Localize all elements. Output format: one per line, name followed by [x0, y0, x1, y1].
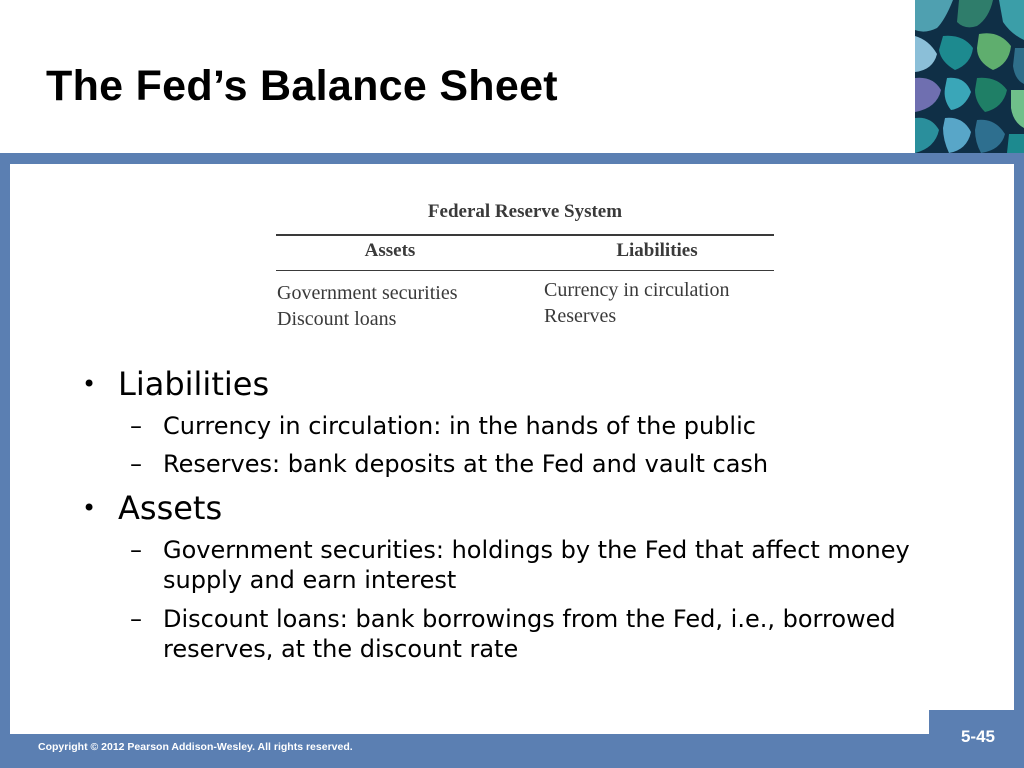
sub-bullet-marker: –	[130, 412, 142, 440]
sub-bullet-reserves	[130, 449, 970, 479]
sub-bullet-marker: –	[130, 450, 142, 478]
sub-bullet-discount-loans	[130, 604, 970, 664]
sub-bullet-marker: –	[130, 536, 142, 564]
slide-title: The Fed’s Balance Sheet	[46, 62, 558, 110]
sub-bullet-marker: –	[130, 605, 142, 633]
sub-bullet-government-securities	[130, 535, 970, 595]
balance-sheet-assets-header: Assets	[364, 240, 416, 261]
balance-sheet-liability-item: Reserves	[544, 305, 617, 327]
bullet-marker: •	[82, 494, 97, 522]
balance-sheet-liabilities-column	[544, 277, 730, 329]
decorative-mosaic-graphic	[915, 0, 1024, 153]
bullet-marker: •	[82, 370, 97, 398]
balance-sheet-top-rule	[276, 234, 774, 236]
sub-bullet-text: Government securities: holdings by the Fed that affect money supply and earn interest	[163, 536, 910, 594]
balance-sheet-asset-item: Government securities	[277, 282, 458, 304]
balance-sheet-header-rule	[276, 270, 774, 271]
bullet-text: Liabilities	[118, 365, 270, 403]
balance-sheet-liability-item: Currency in circulation	[544, 279, 730, 301]
sub-bullet-text: Discount loans: bank borrowings from the Fed, i.e., borrowed reserves, at the discount rate	[163, 605, 896, 663]
copyright-notice: Copyright © 2012 Pearson Addison-Wesley. All rights reserved.	[38, 741, 353, 753]
sub-bullet-text: Currency in circulation: in the hands of the public	[163, 412, 756, 440]
balance-sheet-asset-item: Discount loans	[277, 308, 397, 330]
slide-number: 5-45	[960, 727, 995, 746]
sub-bullet-currency	[130, 411, 970, 441]
bullet-text: Assets	[118, 489, 223, 527]
sub-bullet-text: Reserves: bank deposits at the Fed and vault cash	[163, 450, 769, 478]
balance-sheet-liabilities-header: Liabilities	[616, 240, 698, 261]
balance-sheet-caption: Federal Reserve System	[427, 201, 623, 222]
balance-sheet-assets-column	[277, 280, 458, 332]
